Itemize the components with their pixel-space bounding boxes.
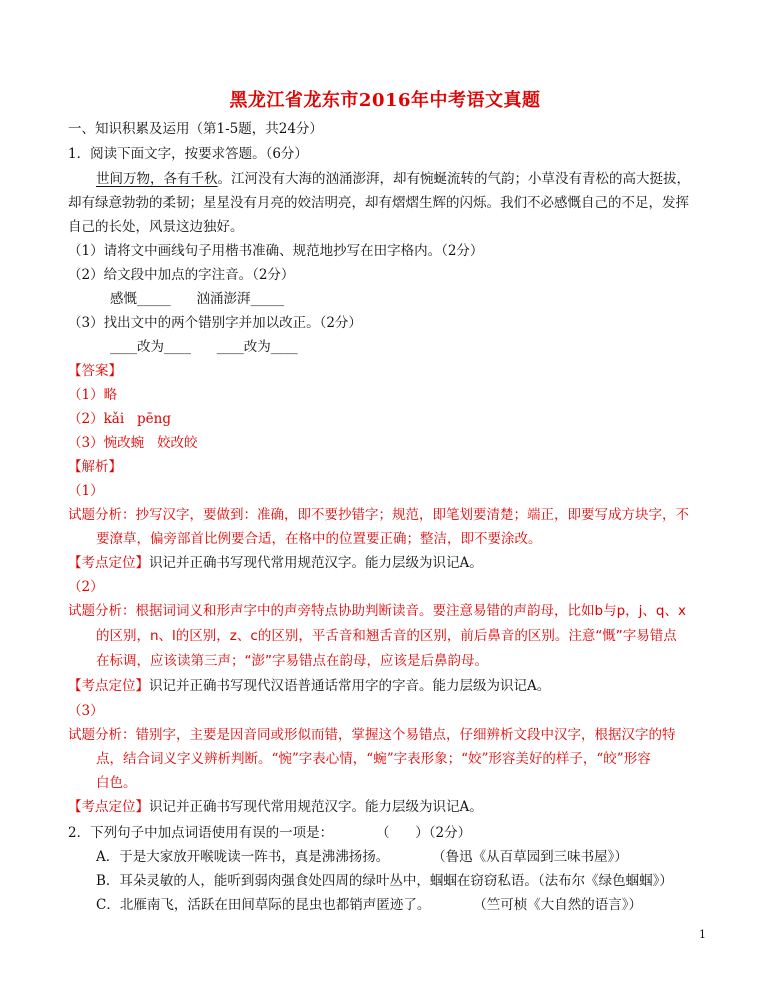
analysis-3-line-1: 试题分析：错别字，主要是因音同或形似而错，掌握这个易错点，仔细辨析文段中汉字，根据汉字的特 [68,727,676,743]
analysis-part-2-label: （2） [68,579,104,595]
sub-question-1: （1）请将文中画线句子用楷书准确、规范地抄写在田字格内。（2分） [68,243,484,259]
analysis-part-1-label: （1） [68,483,104,499]
key-point-tag: 【考点定位】 [68,555,149,571]
analysis-1-line-1: 试题分析：抄写汉字，要做到：准确，即不要抄错字；规范，即笔划要清楚；端正，即要写成方块字，不 [68,507,689,523]
underlined-sentence: 世间万物，各有千秋 [96,171,218,187]
key-point-3 [68,798,483,816]
analysis-3-line-3: 白色。 [96,775,137,791]
sub-question-3: （3）找出文中的两个错别字并加以改正。（2分） [68,315,362,331]
question-1-stem: 1．阅读下面文字，按要求答题。（6分） [68,146,308,162]
key-point-tag: 【考点定位】 [68,799,149,815]
answer-tag: 【答案】 [68,363,122,379]
key-point-text: 识记并正确书写现代常用规范汉字。能力层级为识记A。 [149,799,483,815]
key-point-1 [68,554,483,572]
sub-question-2: （2）给文段中加点的字注音。（2分） [68,267,295,283]
analysis-part-3-label: （3） [68,703,104,719]
analysis-2-line-2: 的区别，n、l的区别，z、c的区别，平舌音和翘舌音的区别，前后鼻音的区别。注意“慨”字易错点 [96,628,677,644]
passage-line-3: 自己的长处，风景这边独好。 [68,219,244,235]
passage-line-1-rest: 。江河没有大海的汹涌澎湃，却有惋蜒流转的气韵；小草没有青松的高大挺拔， [217,171,690,187]
page-title: 黑龙江省龙东市2016年中考语文真题 [229,90,541,111]
answer-1: （1）略 [68,387,118,403]
sub-question-2-blanks: 感慨_____ 汹涌澎湃_____ [110,291,285,307]
passage-line-2: 却有绿意勃勃的柔韧；星星没有月亮的姣洁明亮，却有熠熠生辉的闪烁。我们不必感慨自己的不足，发挥 [68,195,689,211]
analysis-2-line-1: 试题分析：根据词词义和形声字中的声旁特点协助判断读音。要注意易错的声韵母，比如b与p，j、q、x [68,603,686,619]
key-point-tag: 【考点定位】 [68,678,149,694]
answer-2: （2）kǎi pēng [68,411,171,427]
option-b: B．耳朵灵敏的人，能听到弱肉强食处四周的绿叶丛中，蝈蝈在窃窃私语。（法布尔《绿色蝈蝈》） [96,873,673,889]
question-2-stem: 2．下列句子中加点词语使用有误的一项是： （ ）（2分） [68,825,472,841]
key-point-text: 识记并正确书写现代汉语普通话常用字的字音。能力层级为识记A。 [149,678,551,694]
analysis-2-line-3: 在标调，应该读第三声；“澎”字易错点在韵母，应该是后鼻韵母。 [96,653,488,669]
key-point-2 [68,677,550,695]
page-number: 1 [699,928,706,941]
answer-3: （3）惋改蜿 姣改皎 [68,435,198,451]
passage-line-1 [96,170,690,188]
analysis-tag: 【解析】 [68,459,122,475]
section-heading: 一、知识积累及运用（第1-5题，共24分） [68,121,323,137]
analysis-1-line-2: 要潦草，偏旁部首比例要合适，在格中的位置要正确；整洁，即不要涂改。 [96,531,542,547]
key-point-text: 识记并正确书写现代常用规范汉字。能力层级为识记A。 [149,555,483,571]
sub-question-3-blanks: ____改为____ ____改为____ [110,339,298,355]
option-c: C．北雁南飞，活跃在田间草际的昆虫也都销声匿迹了。 （竺可桢《大自然的语言》） [96,897,642,913]
option-a: A．于是大家放开喉咙读一阵书，真是沸沸扬扬。 （鲁迅《从百草园到三味书屋》） [96,849,628,865]
analysis-3-line-2: 点，结合词义字义辨析判断。“惋”字表心情，“蜿”字表形象；“姣”形容美好的样子，“皎”形容 [96,751,651,767]
